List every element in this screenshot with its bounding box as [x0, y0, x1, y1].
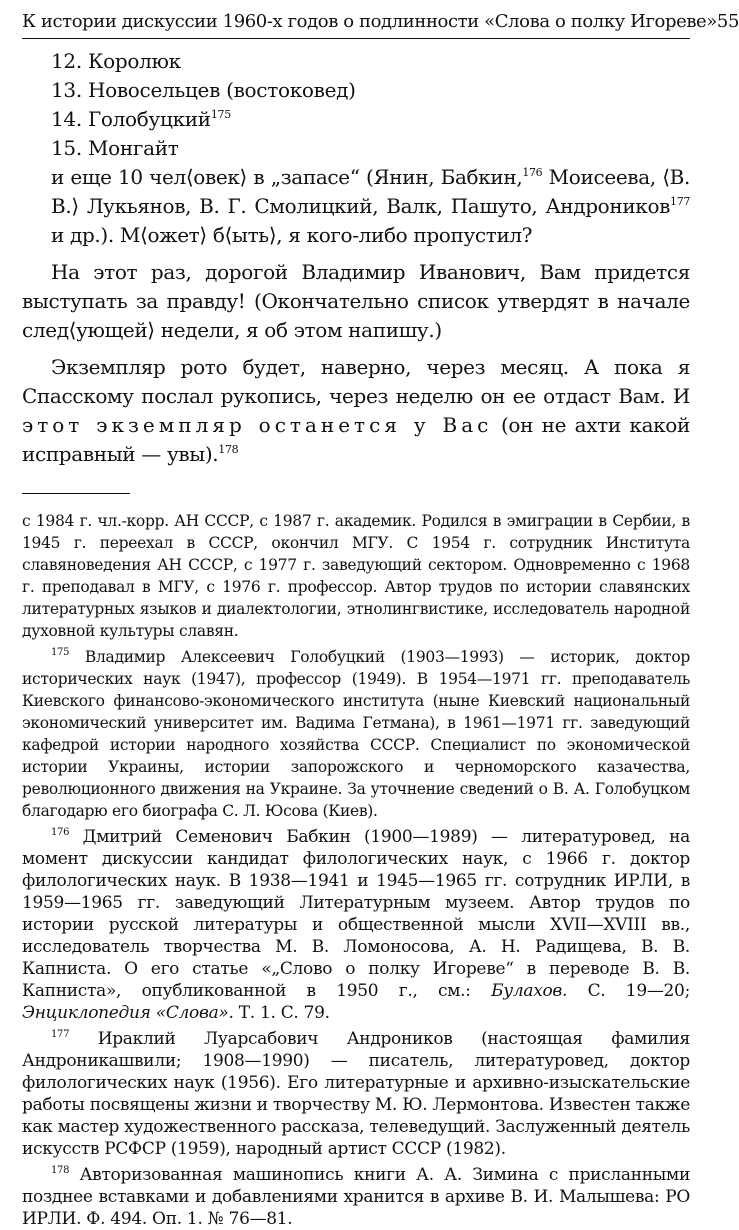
footnote-175: $^{175}$ Владимир Алексеевич Голобуцкий (1903—1993) — историк, доктор исторических наук (1947), профессор (1949). В 1954—1971 гг. преподаватель Киевского финансово-экономического института (ныне Киевский национальный экономический университет им. Вадима Гетмана), в 1961—1971 гг. заведующий кафедрой истории народного хозяйства СССР. Специалист по экономической истории Украины, истории запорожского и черноморского казачества, революционного движения на Украине. За уточнение сведений о В. А. Голобуцком благодарю его биографа С. Л. Юсова (Киев). — [22, 647, 690, 820]
footnote-ref[interactable]: 177 — [670, 195, 690, 208]
running-header — [22, 10, 739, 39]
paragraph-appeal: На этот раз, дорогой Владимир Иванович, Вам придется выступать за правду! (Окончательно список утвердят в начале след⟨ующей⟩ недели, я об этом напишу.) — [22, 260, 690, 342]
list-item: 14. Голобуцкий$^{175}$ — [51, 107, 231, 131]
footnote-divider — [22, 493, 130, 494]
paragraph-reserve: и еще 10 чел⟨овек⟩ в „запасе“ (Янин, Бабкин,$^{176}$ Моисеева, ⟨В. В.⟩ Лукьянов, В. Г. Смолицкий, Валк, Пашуто, Андроников$^{177}$ и др.). М⟨ожет⟩ б⟨ыть⟩, я кого-либо пропустил? — [51, 165, 690, 247]
footnote-continued: с 1984 г. чл.-корр. АН СССР, с 1987 г. академик. Родился в эмиграции в Сербии, в 1945 г. переехал в СССР, окончил МГУ. С 1954 г. сотрудник Института славяноведения АН СССР, с 1977 г. заведующий сектором. Одновременно с 1968 г. преподавал в МГУ, с 1976 г. профессор. Автор трудов по истории славянских литературных языков и диалектологии, этнолингвистике, исследователь народной духовной культуры славян. — [22, 512, 690, 640]
list-item: 13. Новосельцев (востоковед) — [51, 78, 356, 102]
footnote-178: $^{178}$ Авторизованная машинопись книги А. А. Зимина с присланными позднее вставками и добавлениями хранится в архиве В. И. Малышева: РО ИРЛИ. Ф. 494. Оп. 1. № 76—81. — [22, 1165, 690, 1229]
footnote-ref[interactable]: 175 — [210, 108, 231, 121]
paragraph-copy: Экземпляр рото будет, наверно, через месяц. А пока я Спасскому послал рукопись, через неделю он ее отдаст Вам. И этот экземпляр останется у Вас (он не ахти какой исправный — увы).$^{178}$ — [22, 355, 690, 466]
page — [22, 10, 739, 1230]
footnote-176: $^{176}$ Дмитрий Семенович Бабкин (1900—1989) — литературовед, на момент дискуссии кандидат филологических наук, с 1966 г. доктор филологических наук. В 1938—1941 и 1945—1965 гг. сотрудник ИРЛИ, в 1959—1965 гг. заведующий Литературным музеем. Автор трудов по истории русской литературы и общественной мысли XVII—XVIII вв., исследователь творчества М. В. Ломоносова, А. Н. Радищева, В. В. Капниста. О его статье «„Слово о полку Игореве“ в переводе В. В. Капниста», опубликованной в 1950 г., см.: Булахов. С. 19—20; Энциклопедия «Слова». Т. 1. С. 79. — [22, 827, 691, 1023]
name-list — [22, 47, 690, 163]
footnote-177: $^{177}$ Ираклий Луарсабович Андроников (настоящая фамилия Андроникашвили; 1908—1990) — писатель, литературовед, доктор филологических наук (1956). Его литературные и архивно-изыскательские работы посвящены жизни и творчеству М. Ю. Лермонтова. Известен также как мастер художественного рассказа, телеведущий. Заслуженный деятель искусств РСФСР (1959), народный артист СССР (1982). — [22, 1029, 690, 1159]
running-title: К истории дискуссии 1960-х годов о подлинности «Слова о полку Игореве» — [22, 11, 717, 32]
footnote-ref[interactable]: 178 — [218, 443, 239, 456]
spaced-emphasis: этот экземпляр останется у Вас — [22, 413, 493, 437]
page-number: 55 — [716, 11, 739, 32]
footnote-ref[interactable]: 176 — [522, 166, 543, 179]
list-item: 15. Монгайт — [51, 136, 179, 160]
list-item: 12. Королюк — [51, 49, 181, 73]
